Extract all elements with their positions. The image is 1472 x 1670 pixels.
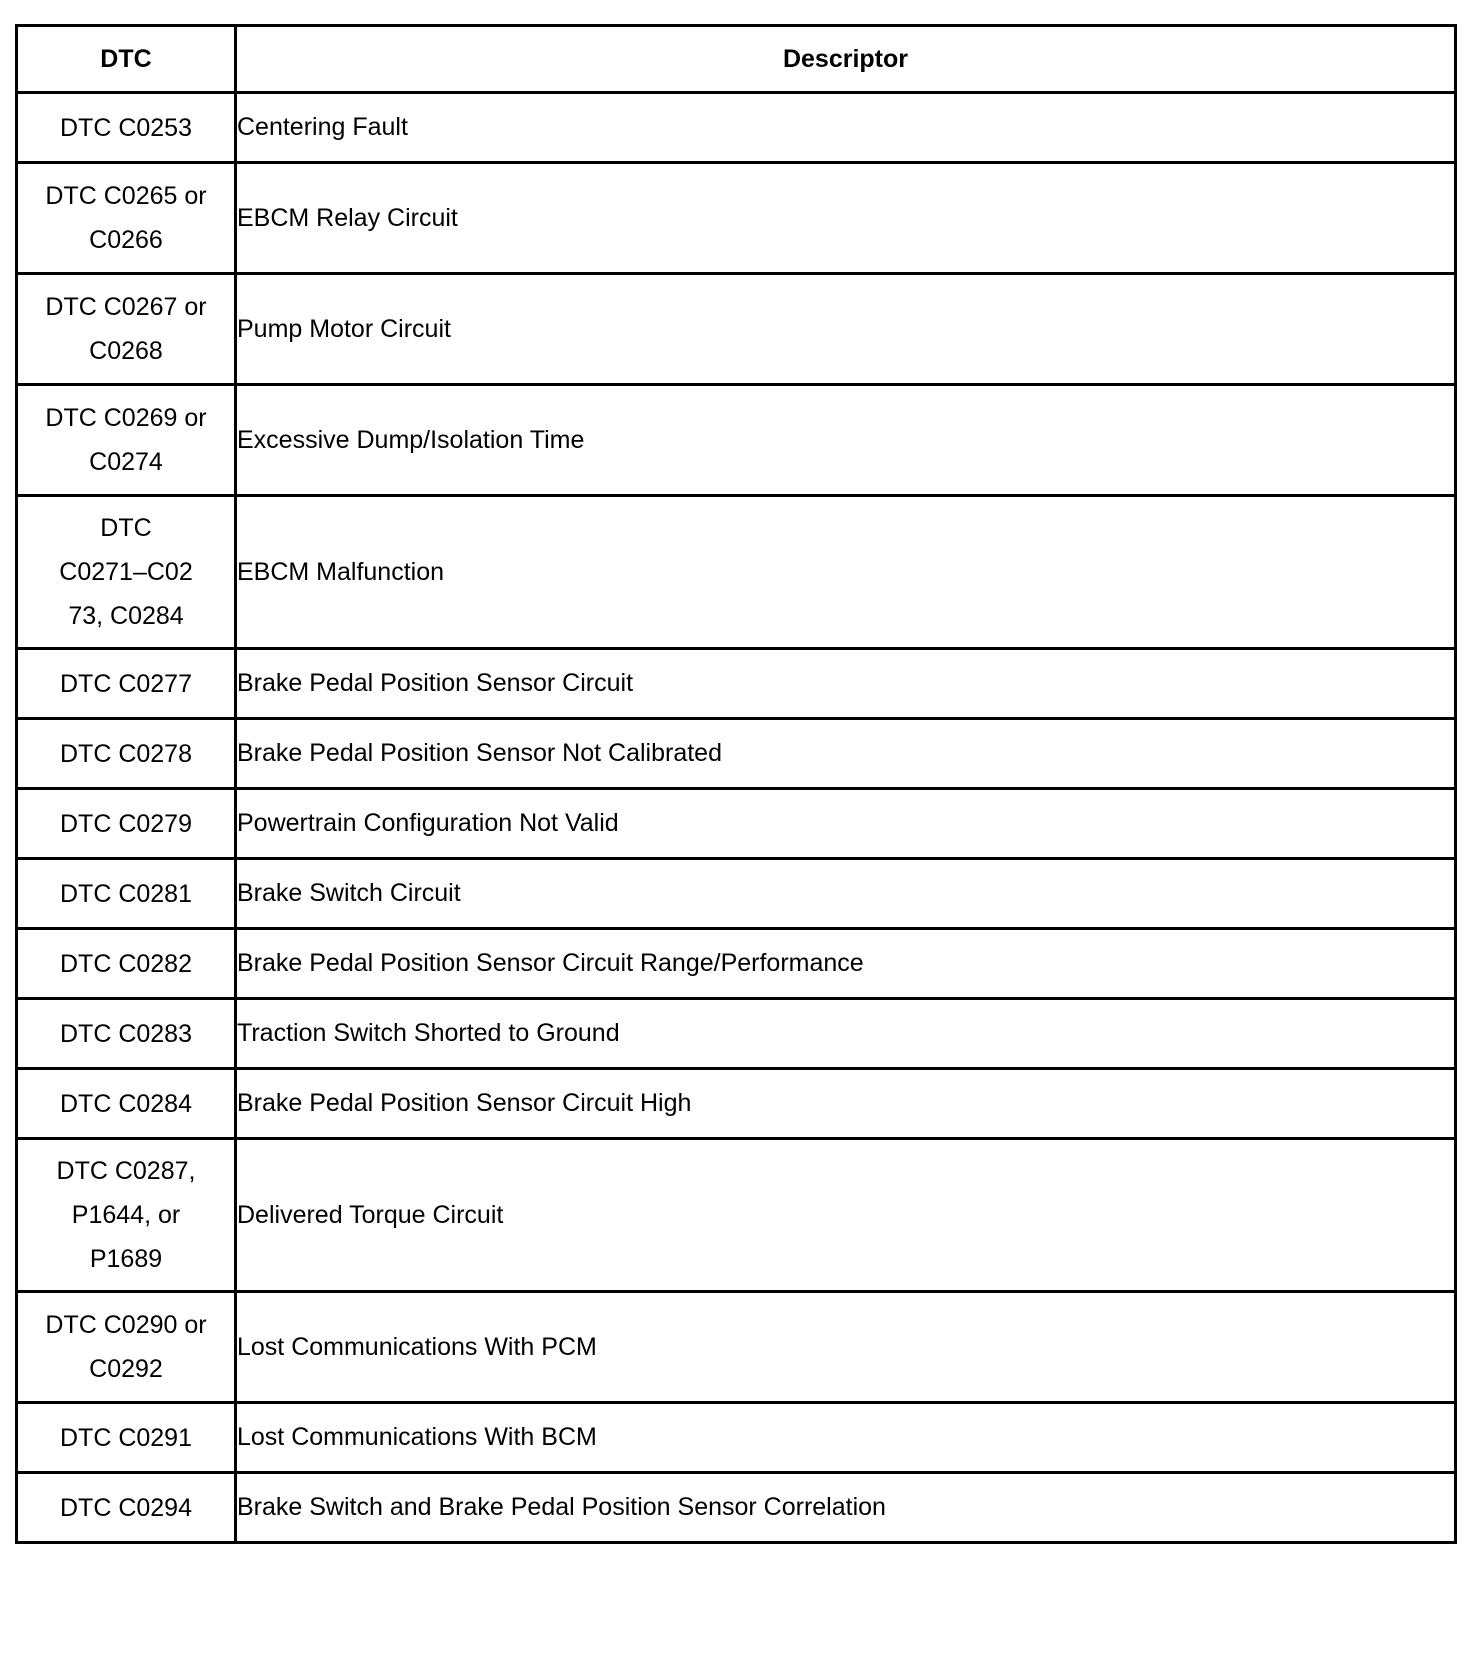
descriptor-cell: EBCM Malfunction (236, 496, 1456, 649)
table-row (17, 929, 1456, 999)
table-row (17, 1069, 1456, 1139)
descriptor-cell: Excessive Dump/Isolation Time (236, 385, 1456, 496)
descriptor-cell: Brake Pedal Position Sensor Circuit High (236, 1069, 1456, 1139)
descriptor-cell: Brake Pedal Position Sensor Circuit Range/Performance (236, 929, 1456, 999)
descriptor-cell: Traction Switch Shorted to Ground (236, 999, 1456, 1069)
descriptor-cell: Centering Fault (236, 93, 1456, 163)
descriptor-cell: EBCM Relay Circuit (236, 163, 1456, 274)
descriptor-cell: Lost Communications With PCM (236, 1292, 1456, 1403)
dtc-code-cell (17, 163, 236, 274)
dtc-code-line: P1644, or (71, 1201, 181, 1229)
descriptor-cell: Brake Switch and Brake Pedal Position Sensor Correlation (236, 1473, 1456, 1543)
descriptor-cell: Brake Pedal Position Sensor Not Calibrated (236, 719, 1456, 789)
dtc-code-line: DTC C0277 (60, 669, 192, 698)
table-row (17, 859, 1456, 929)
table-body (17, 93, 1456, 1543)
dtc-code-cell (17, 1069, 236, 1139)
dtc-code-line: DTC C0294 (60, 1493, 192, 1522)
descriptor-column-header: Descriptor (236, 26, 1456, 93)
dtc-code-line: DTC C0278 (60, 739, 192, 768)
header-row (17, 26, 1456, 93)
table-row (17, 719, 1456, 789)
descriptor-cell: Pump Motor Circuit (236, 274, 1456, 385)
dtc-code-line: DTC C0253 (60, 113, 192, 142)
dtc-code-line: DTC (100, 514, 152, 542)
table-row (17, 274, 1456, 385)
dtc-code-line: DTC C0291 (60, 1423, 192, 1452)
table-row (17, 163, 1456, 274)
table-row (17, 789, 1456, 859)
descriptor-cell: Delivered Torque Circuit (236, 1139, 1456, 1292)
dtc-code-line: DTC C0269 or (45, 404, 207, 432)
dtc-code-cell (17, 859, 236, 929)
dtc-code-line: DTC C0265 or (45, 182, 207, 210)
dtc-code-line: DTC C0283 (60, 1019, 192, 1048)
dtc-code-cell (17, 789, 236, 859)
table-row (17, 649, 1456, 719)
dtc-code-line: C0274 (89, 448, 163, 476)
dtc-code-cell (17, 274, 236, 385)
table-row (17, 1292, 1456, 1403)
table-row (17, 496, 1456, 649)
dtc-code-line: DTC C0284 (60, 1089, 192, 1118)
dtc-code-line: DTC C0267 or (45, 293, 207, 321)
dtc-code-line: C0266 (89, 226, 163, 254)
dtc-code-line: DTC C0281 (60, 879, 192, 908)
dtc-code-line: DTC C0290 or (45, 1311, 207, 1339)
dtc-table (15, 24, 1457, 1544)
dtc-code-cell (17, 385, 236, 496)
table-row (17, 1403, 1456, 1473)
dtc-code-cell (17, 719, 236, 789)
dtc-code-line: C0292 (89, 1355, 163, 1383)
descriptor-cell: Powertrain Configuration Not Valid (236, 789, 1456, 859)
dtc-code-cell (17, 496, 236, 649)
dtc-code-line: C0271–C02 (59, 558, 193, 586)
dtc-code-line: C0268 (89, 337, 163, 365)
descriptor-cell: Lost Communications With BCM (236, 1403, 1456, 1473)
table-row (17, 1139, 1456, 1292)
dtc-code-cell (17, 1403, 236, 1473)
dtc-code-line: 73, C0284 (68, 602, 184, 630)
table-row (17, 93, 1456, 163)
descriptor-cell: Brake Pedal Position Sensor Circuit (236, 649, 1456, 719)
table-row (17, 1473, 1456, 1543)
dtc-column-header: DTC (17, 26, 236, 93)
dtc-code-line: DTC C0282 (60, 949, 192, 978)
dtc-code-cell (17, 93, 236, 163)
dtc-code-line: P1689 (89, 1245, 163, 1273)
dtc-code-cell (17, 999, 236, 1069)
dtc-code-cell (17, 929, 236, 999)
table-row (17, 999, 1456, 1069)
dtc-code-cell (17, 1292, 236, 1403)
dtc-code-cell (17, 1139, 236, 1292)
table-row (17, 385, 1456, 496)
dtc-code-cell (17, 1473, 236, 1543)
dtc-code-cell (17, 649, 236, 719)
descriptor-cell: Brake Switch Circuit (236, 859, 1456, 929)
dtc-code-line: DTC C0287, (56, 1157, 196, 1185)
dtc-code-line: DTC C0279 (60, 809, 192, 838)
